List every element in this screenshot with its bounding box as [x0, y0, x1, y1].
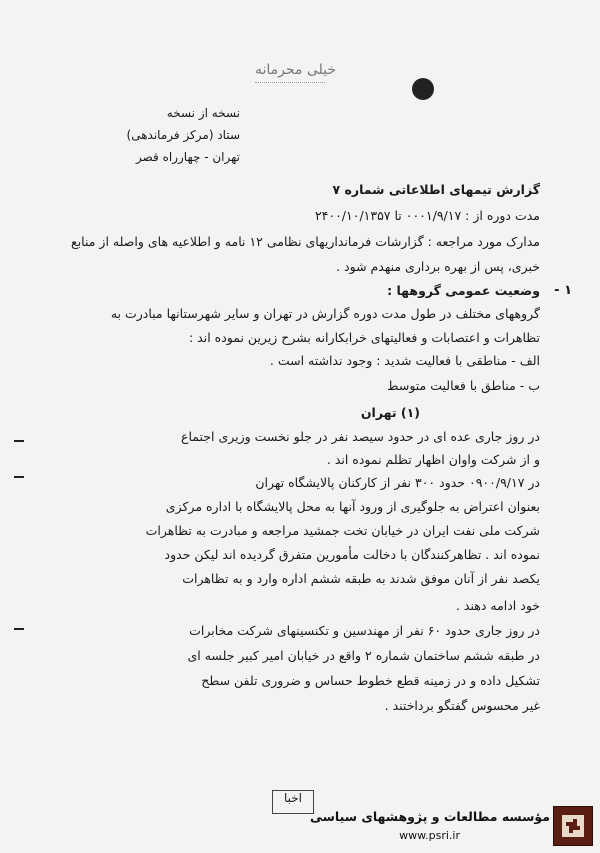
section-title: وضعیت عمومی گروهها :	[387, 283, 540, 298]
bullet-text: در روز جاری عده ای در حدود سیصد نفر در جلو نخست وزیری اجتماع	[181, 429, 540, 444]
address-line: تهران - چهارراه قصر	[136, 150, 240, 164]
item-a: الف - مناطقی با فعالیت شدید : وجود نداشته است .	[269, 353, 540, 368]
bullet-text: نموده اند . تظاهرکنندگان با دخالت مأمورین متفرق گردیده اند لیکن حدود	[164, 547, 540, 562]
bullet-text: یکصد نفر از آنان موفق شدند به طبقه ششم اداره وارد و به تظاهرات	[182, 571, 540, 586]
bullet-text: در روز جاری حدود ۶۰ نفر از مهندسین و تکنسینهای شرکت مخابرات	[189, 623, 540, 638]
institute-logo-icon	[553, 806, 593, 846]
section-number: ۱ -	[554, 283, 572, 298]
reference-documents-cont: خبری، پس از بهره برداری منهدم شود .	[336, 259, 540, 274]
institute-name: مؤسسه مطالعات و پژوهشهای سیاسی	[309, 809, 550, 824]
bullet-text: و از شرکت واوان اظهار تظلم نموده اند .	[326, 452, 540, 467]
signature-box: اخبا	[272, 790, 314, 814]
bullet-text: در ۰۹۰۰/۹/۱۷ حدود ۳۰۰ نفر از کارکنان پالایشگاه تهران	[255, 475, 540, 490]
reference-documents: مدارک مورد مراجعه : گزارشات فرمانداریهای نظامی ۱۲ نامه و اطلاعیه های واصله از منابع	[71, 234, 540, 249]
report-period: مدت دوره از : ۰۰۰۱/۹/۱۷ تا ۲۴۰۰/۱۰/۱۳۵۷	[314, 208, 540, 223]
bullet-dash	[14, 628, 24, 630]
copy-number-line: نسخه از نسخه	[166, 106, 240, 120]
recipient-line: ستاد (مرکز فرماندهی)	[126, 128, 240, 142]
paragraph-line: تظاهرات و اعتصابات و فعالیتهای خرابکارانه بشرح زیرین نموده اند :	[189, 330, 540, 345]
ink-blot-mark	[412, 78, 434, 100]
bullet-text: غیر محسوس گفتگو برداختند .	[384, 698, 540, 713]
bullet-text: شرکت ملی نفت ایران در خیابان تخت جمشید مراجعه و مبادرت به تظاهرات	[145, 523, 540, 538]
bullet-text: در طبقه ششم ساختمان شماره ۲ واقع در خیابان امیر کبیر جلسه ای	[187, 648, 540, 663]
paragraph-line: گروههای مختلف در طول مدت دوره گزارش در تهران و سایر شهرستانها مبادرت به	[110, 306, 540, 321]
bullet-text: خود ادامه دهند .	[455, 598, 540, 613]
city-heading: (۱) تهران	[360, 405, 420, 420]
classification-stamp: خیلی محرمانه	[255, 62, 325, 83]
bullet-dash	[14, 440, 24, 442]
bullet-text: بعنوان اعتراض به جلوگیری از ورود آنها به محل پالایشگاه با اداره مرکزی	[165, 499, 540, 514]
bullet-text: تشکیل داده و در زمینه قطع خطوط حساس و ضروری تلفن سطح	[201, 673, 540, 688]
item-b: ب - مناطق با فعالیت متوسط	[386, 378, 540, 393]
bullet-dash	[14, 476, 24, 478]
institute-url: www.psri.ir	[399, 829, 460, 842]
report-title: گزارش تیمهای اطلاعاتی شماره ۷	[332, 182, 540, 197]
